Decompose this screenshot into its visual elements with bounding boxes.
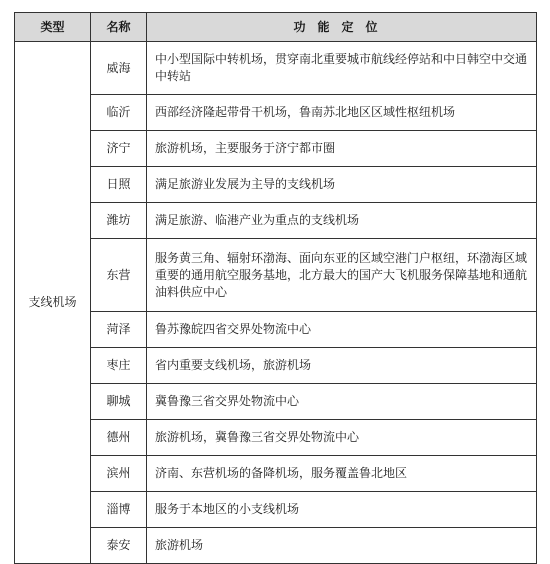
group-type-cell: 支线机场 <box>15 42 91 564</box>
table-row <box>15 312 537 348</box>
airport-function: 济南、东营机场的备降机场，服务覆盖鲁北地区 <box>147 456 537 492</box>
airport-name: 枣庄 <box>91 348 147 384</box>
header-function: 功能定位 <box>147 13 537 42</box>
table-row <box>15 42 537 95</box>
airport-name: 威海 <box>91 42 147 95</box>
airport-function: 满足旅游业发展为主导的支线机场 <box>147 167 537 203</box>
table-row <box>15 95 537 131</box>
table-row <box>15 203 537 239</box>
airport-name: 泰安 <box>91 528 147 564</box>
airport-function: 旅游机场 <box>147 528 537 564</box>
table-row <box>15 239 537 312</box>
airport-function: 旅游机场，冀鲁豫三省交界处物流中心 <box>147 420 537 456</box>
airport-function: 西部经济隆起带骨干机场，鲁南苏北地区区域性枢纽机场 <box>147 95 537 131</box>
airport-name: 济宁 <box>91 131 147 167</box>
airport-name: 东营 <box>91 239 147 312</box>
airport-function: 鲁苏豫皖四省交界处物流中心 <box>147 312 537 348</box>
airport-function: 满足旅游、临港产业为重点的支线机场 <box>147 203 537 239</box>
airport-name: 临沂 <box>91 95 147 131</box>
airport-name: 淄博 <box>91 492 147 528</box>
airport-function: 省内重要支线机场，旅游机场 <box>147 348 537 384</box>
airport-name: 德州 <box>91 420 147 456</box>
airport-name: 日照 <box>91 167 147 203</box>
header-name: 名称 <box>91 13 147 42</box>
table-row <box>15 384 537 420</box>
table-row <box>15 456 537 492</box>
table-row <box>15 528 537 564</box>
airport-function: 旅游机场，主要服务于济宁都市圈 <box>147 131 537 167</box>
airport-function: 服务于本地区的小支线机场 <box>147 492 537 528</box>
airport-name: 菏泽 <box>91 312 147 348</box>
airport-function: 冀鲁豫三省交界处物流中心 <box>147 384 537 420</box>
airport-name: 聊城 <box>91 384 147 420</box>
airport-function: 中小型国际中转机场，贯穿南北重要城市航线经停站和中日韩空中交通中转站 <box>147 42 537 95</box>
airport-function: 服务黄三角、辐射环渤海、面向东亚的区域空港门户枢纽，环渤海区域重要的通用航空服务基地，北方最大的国产大飞机服务保障基地和通航油料供应中心 <box>147 239 537 312</box>
airport-name: 潍坊 <box>91 203 147 239</box>
header-type: 类型 <box>15 13 91 42</box>
table-row <box>15 167 537 203</box>
airport-name: 滨州 <box>91 456 147 492</box>
table-row <box>15 131 537 167</box>
table-row <box>15 348 537 384</box>
airport-function-table <box>14 12 537 564</box>
table-row <box>15 492 537 528</box>
table-row <box>15 420 537 456</box>
table-header-row <box>15 13 537 42</box>
